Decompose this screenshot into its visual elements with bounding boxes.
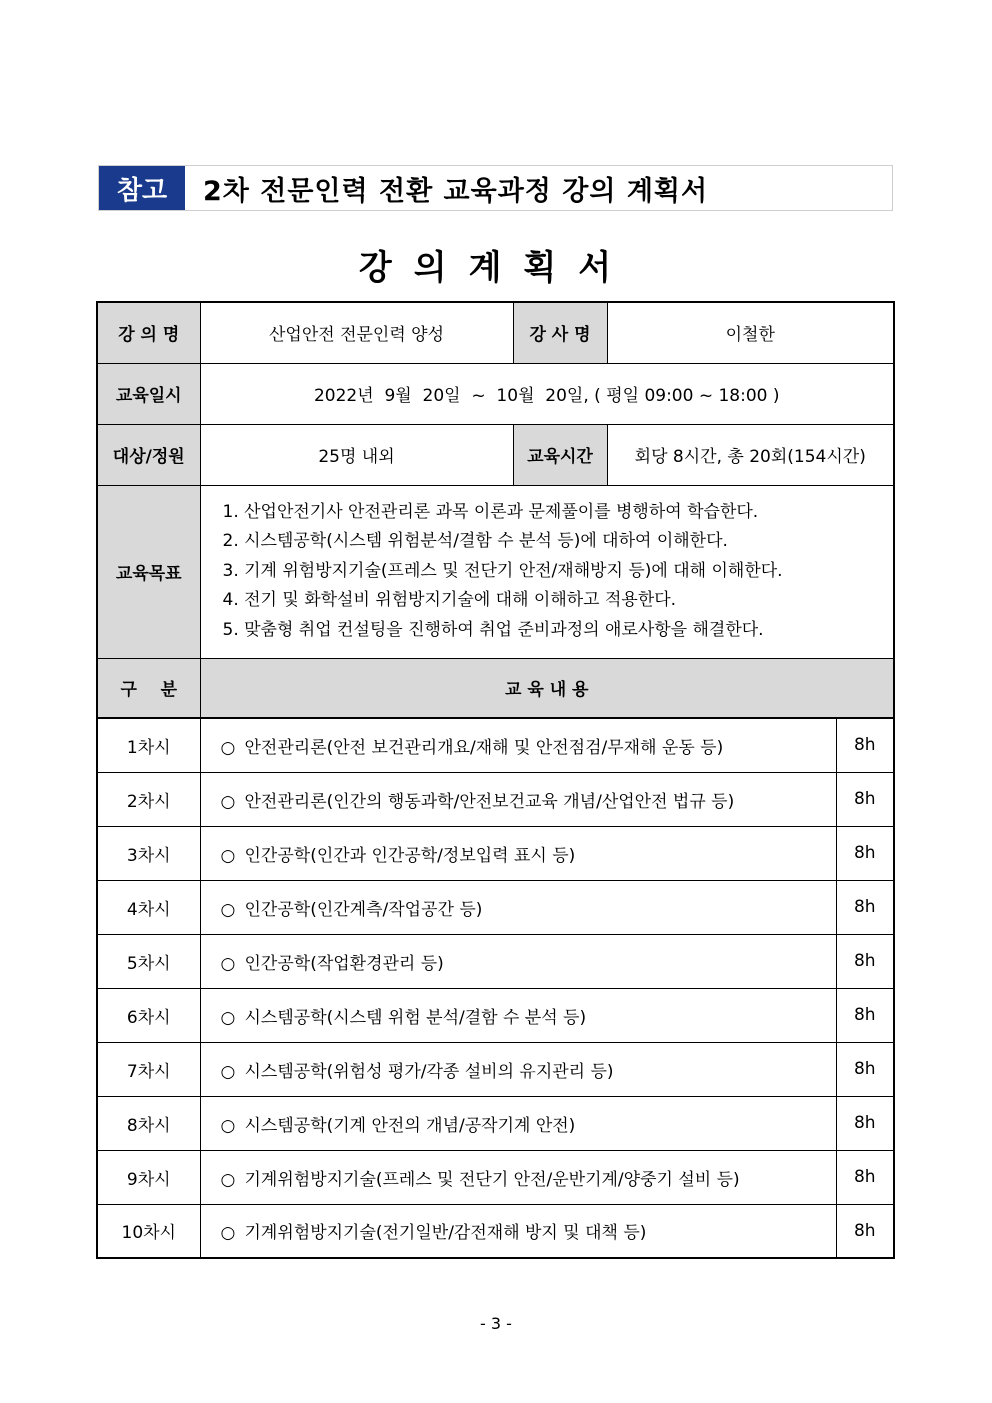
session-cell: 6차시 (97, 988, 200, 1042)
content-cell (200, 772, 836, 826)
table-row (97, 988, 894, 1042)
content-text: 시스템공학(위험성 평가/각종 설비의 유지관리 등) (244, 1061, 614, 1082)
content-column-header: 교 육 내 용 (200, 658, 894, 718)
date-label: 교육일시 (97, 363, 200, 424)
table-row (97, 826, 894, 880)
goal-item: 5. 맞춤형 취업 컨설팅을 진행하여 취업 준비과정의 애로사항을 해결한다. (222, 619, 764, 640)
table-row (97, 1096, 894, 1150)
content-cell (200, 934, 836, 988)
date-row (97, 363, 894, 424)
table-row (97, 1042, 894, 1096)
schedule-header-row (97, 658, 894, 718)
table-row (97, 718, 894, 772)
session-cell: 7차시 (97, 1042, 200, 1096)
goal-item: 3. 기계 위험방지기술(프레스 및 전단기 안전/재해방지 등)에 대해 이해한다. (222, 560, 783, 581)
hours-cell: 8h (836, 826, 894, 880)
content-text: 인간공학(작업환경관리 등) (244, 953, 444, 974)
session-cell: 10차시 (97, 1204, 200, 1258)
target-value: 25명 내외 (200, 424, 513, 485)
course-label: 강 의 명 (97, 302, 200, 363)
table-row (97, 934, 894, 988)
content-text: 안전관리론(안전 보건관리개요/재해 및 안전점검/무재해 운동 등) (244, 737, 724, 758)
session-cell: 4차시 (97, 880, 200, 934)
date-value: 2022년 9월 20일 ~ 10월 20일, ( 평일 09:00 ~ 18:00 ) (200, 363, 894, 424)
target-label: 대상/정원 (97, 424, 200, 485)
instructor-label: 강 사 명 (513, 302, 607, 363)
content-text: 시스템공학(시스템 위험 분석/결함 수 분석 등) (244, 1007, 587, 1028)
goals-row (97, 485, 894, 658)
bullet-icon: ○ (220, 1169, 236, 1190)
session-cell: 3차시 (97, 826, 200, 880)
instructor-value: 이철한 (607, 302, 894, 363)
session-cell: 5차시 (97, 934, 200, 988)
hours-label: 교육시간 (513, 424, 607, 485)
bullet-icon: ○ (220, 1061, 236, 1082)
content-text: 시스템공학(기계 안전의 개념/공작기계 안전) (244, 1115, 576, 1136)
goals-label: 교육목표 (97, 485, 200, 658)
course-value: 산업안전 전문인력 양성 (200, 302, 513, 363)
bullet-icon: ○ (220, 737, 236, 758)
table-row (97, 1204, 894, 1258)
reference-tag: 참고 (99, 166, 185, 210)
table-row (97, 880, 894, 934)
content-cell (200, 718, 836, 772)
hours-value: 회당 8시간, 총 20회(154시간) (607, 424, 894, 485)
content-cell (200, 880, 836, 934)
session-cell: 9차시 (97, 1150, 200, 1204)
hours-cell: 8h (836, 1150, 894, 1204)
content-text: 인간공학(인간계측/작업공간 등) (244, 899, 483, 920)
lecture-plan-table (96, 301, 895, 1259)
hours-cell: 8h (836, 1042, 894, 1096)
bullet-icon: ○ (220, 1007, 236, 1028)
hours-cell: 8h (836, 1096, 894, 1150)
bullet-icon: ○ (220, 791, 236, 812)
table-row (97, 1150, 894, 1204)
content-text: 기계위험방지기술(전기일반/감전재해 방지 및 대책 등) (244, 1223, 647, 1244)
bullet-icon: ○ (220, 953, 236, 974)
content-text: 안전관리론(인간의 행동과학/안전보건교육 개념/산업안전 법규 등) (244, 791, 735, 812)
goals-list (200, 485, 894, 658)
hours-cell: 8h (836, 1204, 894, 1258)
content-text: 인간공학(인간과 인간공학/정보입력 표시 등) (244, 845, 576, 866)
section-header (98, 165, 893, 211)
goal-item: 2. 시스템공학(시스템 위험분석/결함 수 분석 등)에 대하여 이해한다. (222, 531, 728, 552)
document-title: 강의계획서 (358, 248, 634, 288)
hours-cell: 8h (836, 880, 894, 934)
hours-cell: 8h (836, 772, 894, 826)
session-cell: 8차시 (97, 1096, 200, 1150)
page-number: - 3 - (480, 1314, 512, 1333)
goal-item: 4. 전기 및 화학설비 위험방지기술에 대해 이해하고 적용한다. (222, 590, 677, 611)
course-row (97, 302, 894, 363)
bullet-icon: ○ (220, 1115, 236, 1136)
hours-cell: 8h (836, 718, 894, 772)
target-row (97, 424, 894, 485)
goal-item: 1. 산업안전기사 안전관리론 과목 이론과 문제풀이를 병행하여 학습한다. (222, 501, 759, 522)
content-cell (200, 1204, 836, 1258)
table-row (97, 772, 894, 826)
hours-cell: 8h (836, 934, 894, 988)
section-title: 2차 전문인력 전환 교육과정 강의 계획서 (203, 175, 709, 207)
content-cell (200, 1096, 836, 1150)
content-cell (200, 1150, 836, 1204)
hours-cell: 8h (836, 988, 894, 1042)
content-cell (200, 1042, 836, 1096)
session-cell: 2차시 (97, 772, 200, 826)
content-cell (200, 988, 836, 1042)
bullet-icon: ○ (220, 845, 236, 866)
content-cell (200, 826, 836, 880)
bullet-icon: ○ (220, 899, 236, 920)
session-cell: 1차시 (97, 718, 200, 772)
content-text: 기계위험방지기술(프레스 및 전단기 안전/운반기계/양중기 설비 등) (244, 1169, 740, 1190)
session-column-header: 구 분 (97, 658, 200, 718)
bullet-icon: ○ (220, 1223, 236, 1244)
